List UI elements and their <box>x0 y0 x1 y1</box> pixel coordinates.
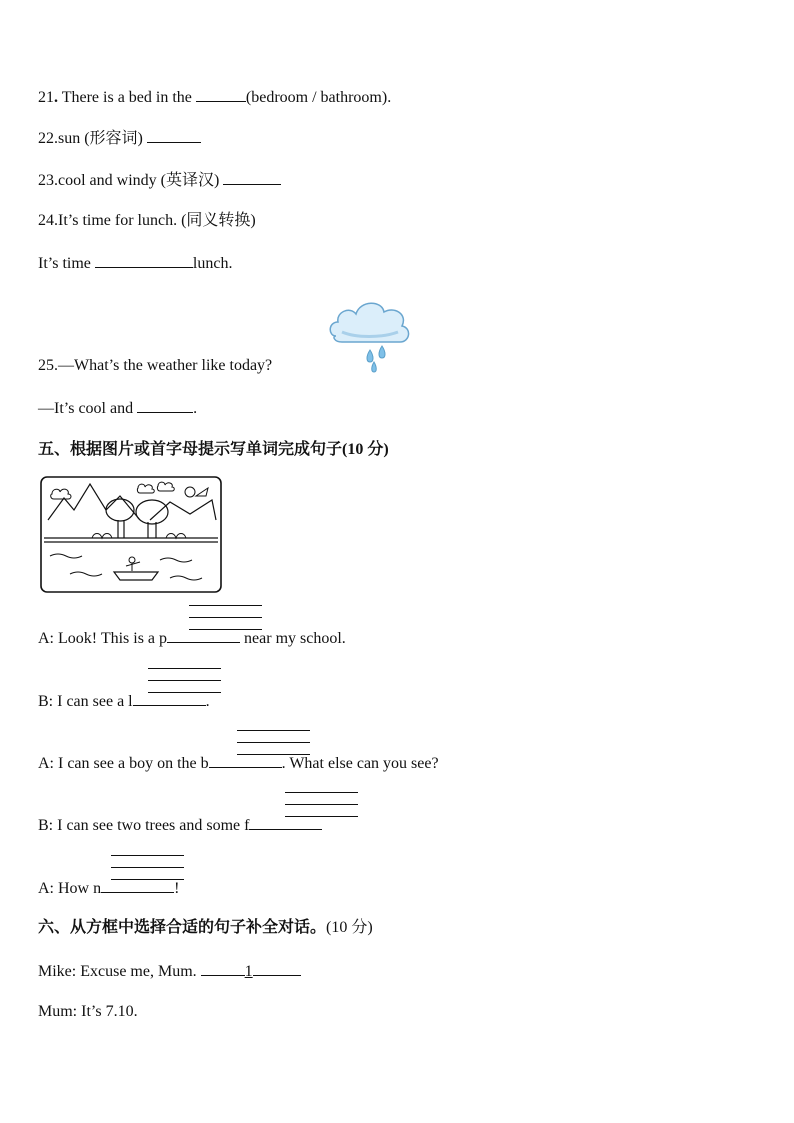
answer-blank-s5-3[interactable] <box>209 753 282 768</box>
answer-blank-s6-1a[interactable] <box>201 961 245 976</box>
section-5-line-2: B: I can see a l . <box>38 693 210 710</box>
section-5-heading: 五、根据图片或首字母提示写单词完成句子(10 分) <box>38 441 389 458</box>
answer-blank-s5-4[interactable] <box>249 815 322 830</box>
answer-blank-s5-5[interactable] <box>101 878 174 893</box>
section-5-line-1: A: Look! This is a p near my school. <box>38 630 346 647</box>
question-25-answer: —It’s cool and . <box>38 400 198 417</box>
question-23: 23.cool and windy (英译汉) <box>38 170 281 191</box>
question-25: 25.—What’s the weather like today? <box>38 357 273 374</box>
question-24-answer: It’s time lunch. <box>38 255 233 272</box>
section-6-heading: 六、从方框中选择合适的句子补全对话。(10 分) <box>38 919 373 936</box>
answer-blank-24[interactable] <box>95 253 193 268</box>
rain-cloud-icon <box>326 292 412 374</box>
section-5-line-3: A: I can see a boy on the b . What else can you see? <box>38 755 439 772</box>
answer-blank-22[interactable] <box>147 128 201 143</box>
section-5-line-4: B: I can see two trees and some f <box>38 815 322 836</box>
question-24: 24.It’s time for lunch. (同义转换) <box>38 212 256 229</box>
section-6-line-1: Mike: Excuse me, Mum. 1 <box>38 961 301 982</box>
answer-blank-23[interactable] <box>223 170 281 185</box>
answer-blank-21[interactable] <box>196 87 246 102</box>
answer-blank-s5-2[interactable] <box>133 691 206 706</box>
park-lake-scene-image <box>40 476 222 593</box>
answer-blank-25[interactable] <box>137 398 193 413</box>
section-5-line-5: A: How n ! <box>38 880 180 897</box>
answer-blank-s5-1[interactable] <box>167 628 240 643</box>
answer-blank-s6-1b[interactable] <box>253 961 301 976</box>
question-21: 21. There is a bed in the (bedroom / bathroom). <box>38 89 392 106</box>
question-22: 22.sun (形容词) <box>38 128 201 149</box>
section-6-line-2: Mum: It’s 7.10. <box>38 1003 138 1020</box>
